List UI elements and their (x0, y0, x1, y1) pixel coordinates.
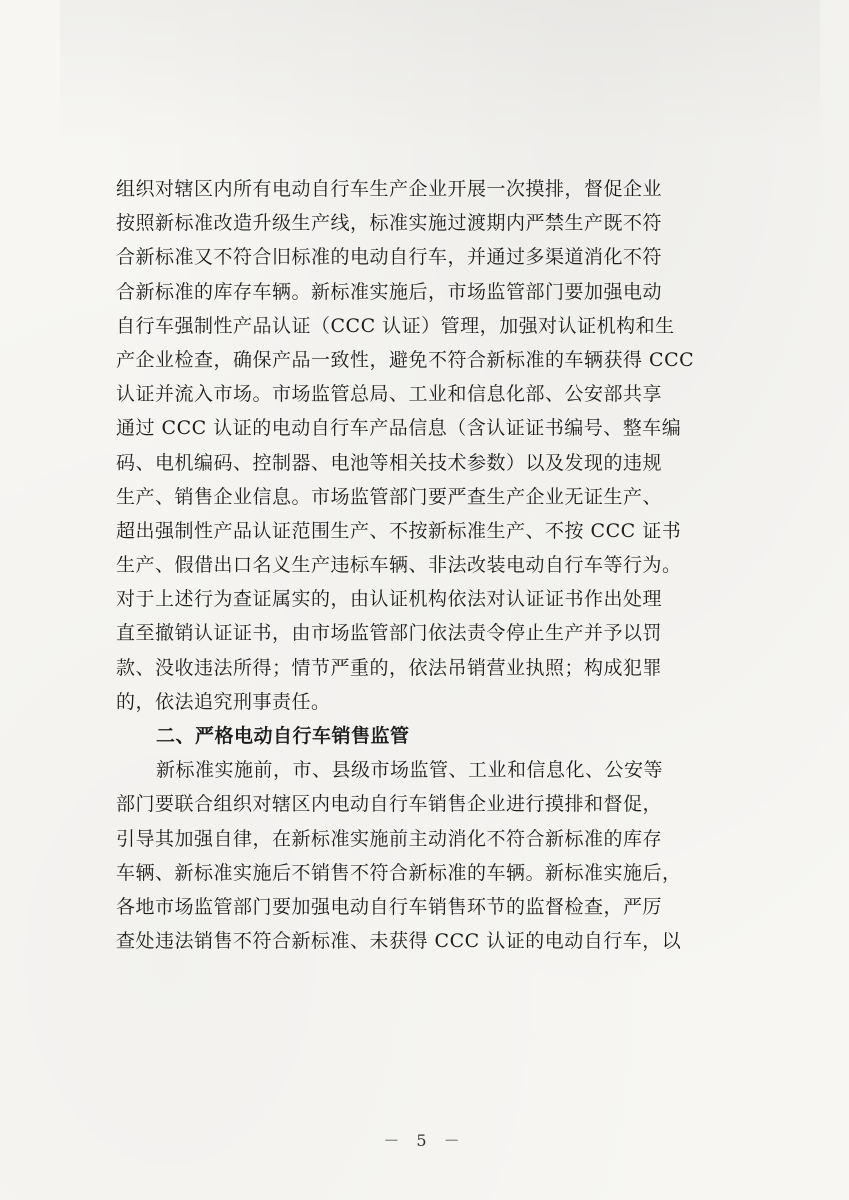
body-line: 生产、销售企业信息。市场监管部门要严查生产企业无证生产、 (116, 485, 663, 508)
body-line: 生产、假借出口名义生产违标车辆、非法改装电动自行车等行为。 (116, 554, 682, 577)
body-line: 部门要联合组织对辖区内电动自行车销售企业进行摸排和督促， (116, 793, 663, 816)
body-line: 产企业检查，确保产品一致性，避免不符合新标准的车辆获得 CCC (116, 348, 695, 371)
document-body (116, 172, 736, 958)
body-line: 查处违法销售不符合新标准、未获得 CCC 认证的电动自行车，以 (116, 930, 682, 953)
body-line: 按照新标准改造升级生产线，标准实施过渡期内严禁生产既不符 (116, 212, 663, 235)
body-line: 款、没收违法所得；情节严重的，依法吊销营业执照；构成犯罪 (116, 656, 663, 679)
body-line: 码、电机编码、控制器、电池等相关技术参数）以及发现的违规 (116, 451, 663, 474)
body-line: 车辆、新标准实施后不销售不符合新标准的车辆。新标准实施后， (116, 861, 682, 884)
section-heading: 二、严格电动自行车销售监管 (156, 725, 410, 747)
body-line: 自行车强制性产品认证（CCC 认证）管理，加强对认证机构和生 (116, 314, 675, 337)
body-line: 合新标准的库存车辆。新标准实施后，市场监管部门要加强电动 (116, 280, 663, 303)
body-line: 组织对辖区内所有电动自行车生产企业开展一次摸排，督促企业 (116, 178, 663, 200)
body-line: 各地市场监管部门要加强电动自行车销售环节的监督检查，严厉 (116, 895, 663, 918)
body-line: 超出强制性产品认证范围生产、不按新标准生产、不按 CCC 证书 (116, 519, 682, 542)
body-line: 新标准实施前，市、县级市场监管、工业和信息化、公安等 (156, 759, 664, 782)
page-number: － 5 － (383, 1131, 466, 1150)
body-line: 的，依法追究刑事责任。 (116, 690, 331, 713)
body-line: 引导其加强自律，在新标准实施前主动消化不符合新标准的库存 (116, 827, 663, 850)
body-line: 通过 CCC 认证的电动自行车产品信息（含认证证书编号、整车编 (116, 417, 682, 440)
body-line: 对于上述行为查证属实的，由认证机构依法对认证证书作出处理 (116, 588, 663, 611)
scan-bleed-through (60, 0, 820, 150)
body-line: 合新标准又不符合旧标准的电动自行车，并通过多渠道消化不符 (116, 246, 663, 269)
body-line: 认证并流入市场。市场监管总局、工业和信息化部、公安部共享 (116, 383, 663, 406)
body-line: 直至撤销认证证书，由市场监管部门依法责令停止生产并予以罚 (116, 622, 663, 645)
